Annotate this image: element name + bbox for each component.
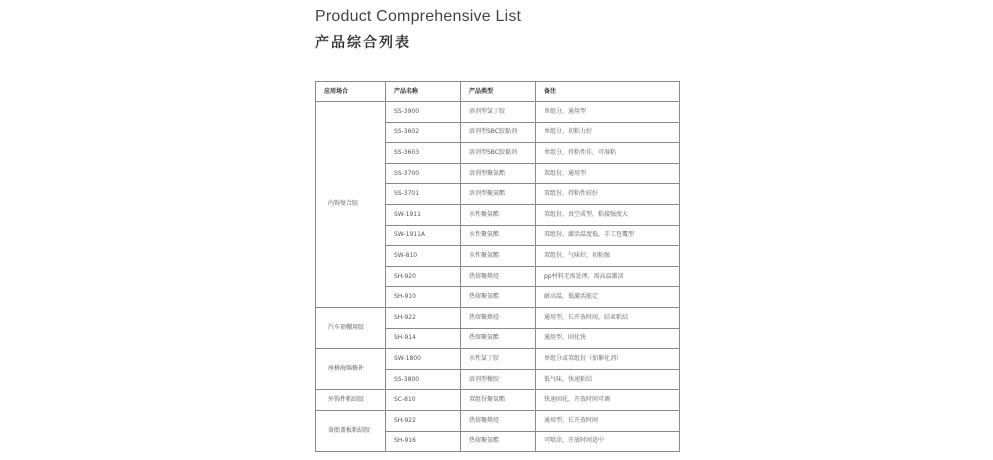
product-type-cell: 热熔聚烯烃: [461, 266, 536, 287]
product-name-cell: SW-810: [386, 246, 461, 267]
product-type-cell: 双组份聚氨酯: [461, 390, 536, 411]
product-name-cell: SH-916: [386, 431, 461, 452]
product-type-cell: 溶剂型SBC胶黏剂: [461, 143, 536, 164]
application-cell: 内饰复合胶: [316, 102, 386, 308]
product-type-cell: 溶剂型氯丁胶: [461, 102, 536, 123]
product-type-cell: 热熔聚氨酯: [461, 328, 536, 349]
note-cell: 通用型，固化快: [536, 328, 680, 349]
product-type-cell: 水性聚氨酯: [461, 246, 536, 267]
table-row: [316, 102, 680, 123]
note-cell: 双组份，真空成型，粘接强度大: [536, 204, 680, 225]
product-name-cell: SS-3603: [386, 143, 461, 164]
product-type-cell: 热熔聚氨酯: [461, 287, 536, 308]
product-type-cell: 热熔聚烯烃: [461, 307, 536, 328]
table-row: [316, 307, 680, 328]
product-name-cell: SH-922: [386, 410, 461, 431]
note-cell: 快速固化，开放时间可调: [536, 390, 680, 411]
product-type-cell: 溶剂型SBC胶黏剂: [461, 122, 536, 143]
product-table: [315, 81, 680, 452]
product-type-cell: 热熔聚氨酯: [461, 431, 536, 452]
header-product-type: 产品类型: [461, 82, 536, 102]
header-application: 应用场合: [316, 82, 386, 102]
product-name-cell: SS-3800: [386, 369, 461, 390]
note-cell: 单组分，通用型: [536, 102, 680, 123]
product-type-cell: 水性聚氨酯: [461, 204, 536, 225]
product-type-cell: 溶剂型橡胶: [461, 369, 536, 390]
application-cell: 座椅海绵修补: [316, 349, 386, 390]
product-name-cell: SH-910: [386, 287, 461, 308]
note-cell: 低气味，快速粘结: [536, 369, 680, 390]
header-product-name: 产品名称: [386, 82, 461, 102]
note-cell: 单组分，持粘性佳，可湿粘: [536, 143, 680, 164]
product-name-cell: SS-3700: [386, 163, 461, 184]
product-name-cell: SS-3602: [386, 122, 461, 143]
product-type-cell: 热熔聚烯烃: [461, 410, 536, 431]
product-type-cell: 水性氯丁胶: [461, 349, 536, 370]
product-name-cell: SW-1800: [386, 349, 461, 370]
product-name-cell: SH-922: [386, 307, 461, 328]
product-type-cell: 水性聚氨酯: [461, 225, 536, 246]
product-name-cell: SH-920: [386, 266, 461, 287]
table-row: [316, 390, 680, 411]
table-row: [316, 410, 680, 431]
product-name-cell: SW-1911A: [386, 225, 461, 246]
product-type-cell: 溶剂型聚氨酯: [461, 184, 536, 205]
table-header-row: [316, 82, 680, 102]
note-cell: 通用型，长开放时间: [536, 410, 680, 431]
note-cell: 可喷涂，开放时间适中: [536, 431, 680, 452]
application-cell: 汽车顶棚用胶: [316, 307, 386, 348]
note-cell: 双组份，通用型: [536, 163, 680, 184]
note-cell: 双组份，激活温度低，手工包覆型: [536, 225, 680, 246]
title-chinese: 产品综合列表: [315, 35, 411, 51]
note-cell: 单组分，初粘力好: [536, 122, 680, 143]
note-cell: 单组分或双组份（加催化剂）: [536, 349, 680, 370]
product-name-cell: SS-3701: [386, 184, 461, 205]
header-note: 备注: [536, 82, 680, 102]
application-cell: 外饰件粘结胶: [316, 390, 386, 411]
application-cell: 备胎盖板粘结胶: [316, 410, 386, 451]
note-cell: 双组份，持粘性较好: [536, 184, 680, 205]
product-name-cell: SW-1911: [386, 204, 461, 225]
note-cell: 双组份，气味好，初粘强: [536, 246, 680, 267]
product-name-cell: SC-810: [386, 390, 461, 411]
note-cell: pp材料无需处理，需高温激活: [536, 266, 680, 287]
product-type-cell: 溶剂型聚氨酯: [461, 163, 536, 184]
title-english: Product Comprehensive List: [315, 8, 522, 25]
table-row: [316, 349, 680, 370]
product-name-cell: SH-914: [386, 328, 461, 349]
note-cell: 通用型，长开放时间，结束粘结: [536, 307, 680, 328]
note-cell: 耐高温，低激活能定: [536, 287, 680, 308]
product-name-cell: SS-3900: [386, 102, 461, 123]
